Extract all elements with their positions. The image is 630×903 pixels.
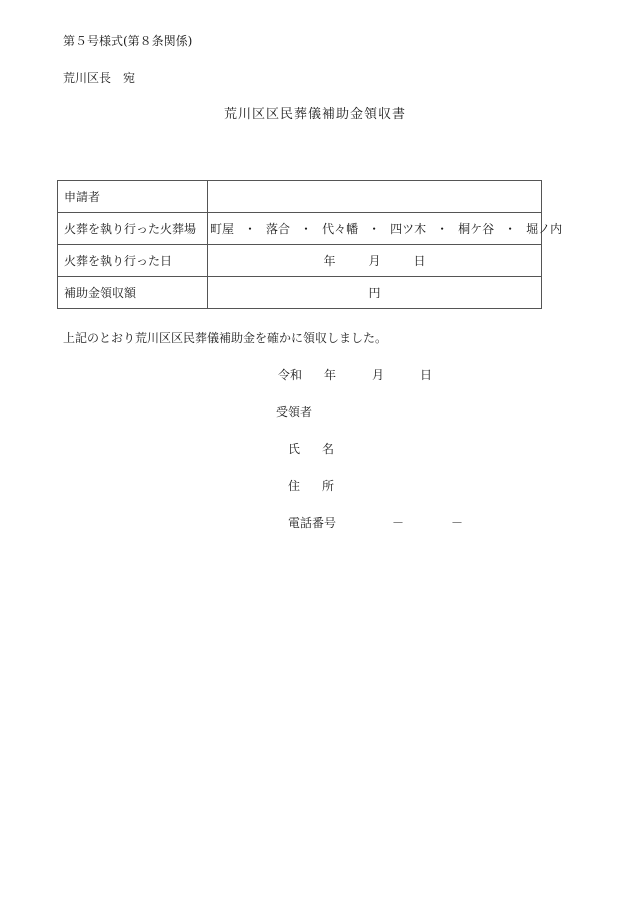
phone-line[interactable] <box>288 515 463 531</box>
address-label-part1: 住 <box>288 479 301 493</box>
day-marker: 日 <box>413 254 426 268</box>
table-row <box>58 277 542 309</box>
venue-kirigaya[interactable]: 桐ケ谷 <box>458 222 495 236</box>
addressee: 荒川区長 宛 <box>63 71 136 85</box>
venue-yotsugi[interactable]: 四ツ木 <box>390 222 427 236</box>
venue-separator: ・ <box>436 222 449 236</box>
venue-yoyohata[interactable]: 代々幡 <box>322 222 359 236</box>
yen-unit: 円 <box>368 286 381 300</box>
application-table <box>57 180 563 309</box>
subsidy-amount-field[interactable] <box>208 277 542 309</box>
year-marker: 年 <box>324 368 337 382</box>
phone-dash: － <box>451 516 464 530</box>
venue-horinouchi[interactable]: 堀ノ内 <box>526 222 563 236</box>
venue-machiya[interactable]: 町屋 <box>210 222 235 236</box>
name-label-part1: 氏 <box>288 442 301 456</box>
table-row <box>58 245 542 277</box>
phone-dash: － <box>392 516 405 530</box>
cremation-date-label: 火葬を執り行った日 <box>58 245 208 277</box>
address-label-part2: 所 <box>322 479 335 493</box>
year-marker: 年 <box>323 254 336 268</box>
document-title: 荒川区区民葬儀補助金領収書 <box>223 107 406 122</box>
crematorium-options[interactable] <box>208 213 563 245</box>
applicant-label: 申請者 <box>58 181 208 213</box>
venue-separator: ・ <box>368 222 381 236</box>
phone-label: 電話番号 <box>288 516 337 530</box>
name-line[interactable] <box>288 441 334 457</box>
confirmation-text: 上記のとおり荒川区区民葬儀補助金を確かに領収しました。 <box>63 331 388 345</box>
table-row <box>58 213 542 245</box>
subsidy-amount-label: 補助金領収額 <box>58 277 208 309</box>
day-marker: 日 <box>420 368 433 382</box>
venue-separator: ・ <box>300 222 313 236</box>
name-label-part2: 名 <box>322 442 335 456</box>
form-number: 第５号様式(第８条関係) <box>63 34 193 48</box>
venue-separator: ・ <box>244 222 257 236</box>
table-row <box>58 181 542 213</box>
recipient-label: 受領者 <box>276 405 313 419</box>
month-marker: 月 <box>368 254 381 268</box>
address-line[interactable] <box>288 478 334 494</box>
receipt-date-line[interactable] <box>278 367 432 383</box>
applicant-field[interactable] <box>208 181 542 213</box>
crematorium-label: 火葬を執り行った火葬場 <box>58 213 208 245</box>
venue-separator: ・ <box>504 222 517 236</box>
cremation-date-field[interactable] <box>208 245 542 277</box>
era-label: 令和 <box>278 368 303 382</box>
venue-ochiai[interactable]: 落合 <box>266 222 291 236</box>
month-marker: 月 <box>372 368 385 382</box>
